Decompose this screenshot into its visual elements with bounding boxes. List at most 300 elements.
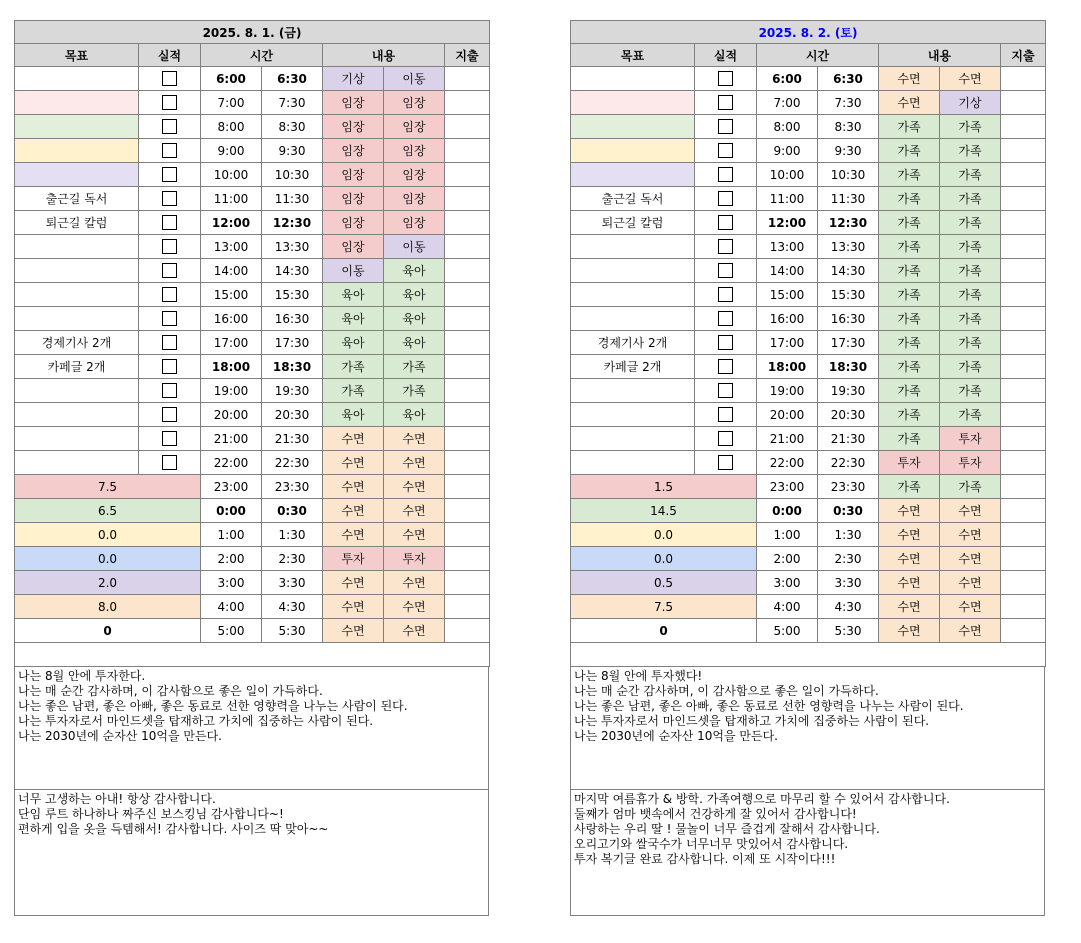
expense-cell[interactable] (445, 523, 490, 547)
content-cell[interactable]: 투자 (323, 547, 384, 571)
content-cell[interactable]: 수면 (384, 451, 445, 475)
content-cell[interactable]: 기상 (940, 91, 1001, 115)
expense-cell[interactable] (1001, 67, 1046, 91)
expense-cell[interactable] (445, 547, 490, 571)
result-checkbox[interactable] (718, 455, 733, 470)
content-cell[interactable]: 가족 (879, 283, 940, 307)
content-cell[interactable]: 가족 (940, 259, 1001, 283)
result-checkbox[interactable] (718, 287, 733, 302)
expense-cell[interactable] (1001, 283, 1046, 307)
schedule-row (15, 235, 490, 259)
content-cell[interactable]: 가족 (940, 163, 1001, 187)
schedule-row (15, 403, 490, 427)
content-cell[interactable]: 가족 (940, 139, 1001, 163)
time-half: 17:30 (818, 331, 879, 355)
time-half: 8:30 (818, 115, 879, 139)
content-cell[interactable]: 가족 (940, 283, 1001, 307)
schedule-row (571, 379, 1046, 403)
time-half: 21:30 (262, 427, 323, 451)
goal-cell[interactable] (15, 163, 139, 187)
result-checkbox[interactable] (718, 167, 733, 182)
expense-cell[interactable] (445, 139, 490, 163)
result-cell (139, 403, 201, 427)
content-cell[interactable]: 가족 (940, 475, 1001, 499)
goal-cell[interactable] (571, 451, 695, 475)
content-cell[interactable]: 육아 (323, 403, 384, 427)
content-cell[interactable]: 가족 (879, 379, 940, 403)
content-cell[interactable]: 수면 (879, 67, 940, 91)
result-checkbox[interactable] (718, 263, 733, 278)
content-cell[interactable]: 가족 (323, 379, 384, 403)
goal-cell[interactable] (571, 163, 695, 187)
content-cell[interactable]: 수면 (940, 571, 1001, 595)
content-cell[interactable]: 수면 (323, 427, 384, 451)
goal-cell[interactable] (571, 259, 695, 283)
content-cell[interactable]: 수면 (384, 499, 445, 523)
content-cell[interactable]: 임장 (384, 115, 445, 139)
header-expense: 지출 (445, 44, 490, 67)
score-cell[interactable]: 0.0 (571, 547, 757, 571)
gratitude-line: 편하게 입을 옷을 득템해서! 감사합니다. 사이즈 딱 맞아~~ (18, 822, 329, 836)
content-cell[interactable]: 수면 (879, 571, 940, 595)
score-cell[interactable]: 7.5 (15, 475, 201, 499)
content-cell[interactable]: 임장 (384, 163, 445, 187)
score-cell[interactable]: 14.5 (571, 499, 757, 523)
score-cell[interactable]: 2.0 (15, 571, 201, 595)
time-half: 20:30 (262, 403, 323, 427)
schedule-row (571, 139, 1046, 163)
time-start: 18:00 (757, 355, 818, 379)
score-cell[interactable]: 0.0 (15, 547, 201, 571)
header-result: 실적 (695, 44, 757, 67)
goal-cell[interactable] (15, 427, 139, 451)
header-content: 내용 (323, 44, 445, 67)
result-cell (139, 307, 201, 331)
goal-cell[interactable] (15, 307, 139, 331)
result-checkbox[interactable] (718, 239, 733, 254)
result-cell (139, 451, 201, 475)
content-cell[interactable]: 가족 (879, 259, 940, 283)
expense-cell[interactable] (445, 283, 490, 307)
content-cell[interactable]: 수면 (384, 427, 445, 451)
goal-cell[interactable] (571, 91, 695, 115)
expense-cell[interactable] (445, 91, 490, 115)
goal-cell[interactable] (571, 283, 695, 307)
content-cell[interactable]: 육아 (323, 283, 384, 307)
content-cell[interactable]: 가족 (879, 163, 940, 187)
affirmations-box[interactable] (14, 667, 489, 790)
result-cell (695, 451, 757, 475)
expense-cell[interactable] (445, 403, 490, 427)
affirmation-line: 나는 2030년에 순자산 10억을 만든다. (574, 729, 778, 743)
content-cell[interactable]: 가족 (940, 235, 1001, 259)
content-cell[interactable]: 육아 (323, 307, 384, 331)
expense-cell[interactable] (1001, 235, 1046, 259)
content-cell[interactable]: 가족 (879, 235, 940, 259)
result-checkbox[interactable] (162, 383, 177, 398)
content-cell[interactable]: 임장 (323, 115, 384, 139)
content-cell[interactable]: 가족 (879, 355, 940, 379)
score-cell[interactable]: 8.0 (15, 595, 201, 619)
affirmation-line: 나는 8월 안에 투자한다. (18, 669, 146, 683)
time-half: 7:30 (262, 91, 323, 115)
goal-cell[interactable]: 출근길 독서 (571, 187, 695, 211)
content-cell[interactable]: 수면 (879, 523, 940, 547)
content-cell[interactable]: 육아 (323, 331, 384, 355)
goal-cell[interactable] (15, 379, 139, 403)
content-cell[interactable]: 이동 (323, 259, 384, 283)
result-checkbox[interactable] (162, 71, 177, 86)
content-cell[interactable]: 가족 (940, 331, 1001, 355)
result-checkbox[interactable] (718, 215, 733, 230)
content-cell[interactable]: 이동 (384, 67, 445, 91)
content-cell[interactable]: 수면 (940, 595, 1001, 619)
time-start: 3:00 (201, 571, 262, 595)
goal-cell[interactable] (15, 283, 139, 307)
content-cell[interactable]: 수면 (384, 475, 445, 499)
expense-cell[interactable] (1001, 499, 1046, 523)
time-half: 9:30 (262, 139, 323, 163)
content-cell[interactable]: 수면 (323, 523, 384, 547)
content-cell[interactable]: 가족 (879, 187, 940, 211)
expense-cell[interactable] (1001, 619, 1046, 643)
content-cell[interactable]: 임장 (384, 211, 445, 235)
expense-cell[interactable] (445, 379, 490, 403)
result-checkbox[interactable] (718, 71, 733, 86)
content-cell[interactable]: 수면 (879, 595, 940, 619)
time-start: 13:00 (201, 235, 262, 259)
goal-cell[interactable] (571, 379, 695, 403)
header-time: 시간 (757, 44, 879, 67)
result-checkbox[interactable] (162, 431, 177, 446)
expense-cell[interactable] (445, 115, 490, 139)
score-cell[interactable]: 7.5 (571, 595, 757, 619)
content-cell[interactable]: 수면 (323, 571, 384, 595)
schedule-row (571, 163, 1046, 187)
affirmation-line: 나는 투자자로서 마인드셋을 탑재하고 가치에 집중하는 사람이 된다. (574, 714, 930, 728)
expense-cell[interactable] (445, 211, 490, 235)
result-checkbox[interactable] (718, 119, 733, 134)
result-checkbox[interactable] (162, 263, 177, 278)
result-checkbox[interactable] (718, 431, 733, 446)
content-cell[interactable]: 투자 (384, 547, 445, 571)
expense-cell[interactable] (445, 67, 490, 91)
content-cell[interactable]: 수면 (323, 595, 384, 619)
content-cell[interactable]: 임장 (384, 139, 445, 163)
gratitude-box[interactable] (14, 790, 489, 916)
content-cell[interactable]: 가족 (879, 403, 940, 427)
expense-cell[interactable] (445, 619, 490, 643)
content-cell[interactable]: 수면 (940, 547, 1001, 571)
goal-cell[interactable] (15, 139, 139, 163)
content-cell[interactable]: 수면 (384, 523, 445, 547)
content-cell[interactable]: 기상 (323, 67, 384, 91)
goal-cell[interactable]: 카페글 2개 (571, 355, 695, 379)
score-cell[interactable]: 0.0 (571, 523, 757, 547)
content-cell[interactable]: 육아 (384, 283, 445, 307)
schedule-row (15, 475, 490, 499)
time-half: 20:30 (818, 403, 879, 427)
result-checkbox[interactable] (718, 311, 733, 326)
content-cell[interactable]: 임장 (323, 139, 384, 163)
expense-cell[interactable] (1001, 451, 1046, 475)
result-checkbox[interactable] (162, 215, 177, 230)
goal-cell[interactable] (15, 403, 139, 427)
goal-cell[interactable]: 출근길 독서 (15, 187, 139, 211)
expense-cell[interactable] (1001, 379, 1046, 403)
expense-cell[interactable] (445, 355, 490, 379)
content-cell[interactable]: 가족 (384, 355, 445, 379)
content-cell[interactable]: 가족 (384, 379, 445, 403)
expense-cell[interactable] (445, 571, 490, 595)
content-cell[interactable]: 임장 (323, 235, 384, 259)
content-cell[interactable]: 수면 (323, 499, 384, 523)
time-half: 17:30 (262, 331, 323, 355)
time-start: 9:00 (757, 139, 818, 163)
content-cell[interactable]: 투자 (940, 451, 1001, 475)
result-checkbox[interactable] (162, 455, 177, 470)
expense-cell[interactable] (1001, 91, 1046, 115)
goal-cell[interactable] (15, 259, 139, 283)
content-cell[interactable]: 임장 (323, 91, 384, 115)
expense-cell[interactable] (445, 427, 490, 451)
schedule-row (15, 571, 490, 595)
score-cell[interactable]: 0.5 (571, 571, 757, 595)
result-checkbox[interactable] (162, 143, 177, 158)
planner-body (571, 21, 1046, 667)
result-checkbox[interactable] (162, 407, 177, 422)
time-half: 3:30 (818, 571, 879, 595)
goal-cell[interactable] (15, 115, 139, 139)
content-cell[interactable]: 수면 (879, 547, 940, 571)
daily-planner-sheet (14, 20, 489, 916)
result-checkbox[interactable] (162, 191, 177, 206)
content-cell[interactable]: 임장 (323, 187, 384, 211)
content-cell[interactable]: 가족 (879, 331, 940, 355)
result-checkbox[interactable] (162, 119, 177, 134)
result-checkbox[interactable] (718, 359, 733, 374)
time-half: 15:30 (262, 283, 323, 307)
content-cell[interactable]: 투자 (879, 451, 940, 475)
expense-cell[interactable] (1001, 403, 1046, 427)
result-cell (695, 67, 757, 91)
expense-cell[interactable] (1001, 307, 1046, 331)
expense-cell[interactable] (445, 307, 490, 331)
expense-cell[interactable] (1001, 115, 1046, 139)
content-cell[interactable]: 가족 (940, 307, 1001, 331)
expense-cell[interactable] (1001, 211, 1046, 235)
goal-cell[interactable] (571, 115, 695, 139)
content-cell[interactable]: 투자 (940, 427, 1001, 451)
goal-cell[interactable] (571, 427, 695, 451)
gratitude-box[interactable] (570, 790, 1045, 916)
content-cell[interactable]: 임장 (384, 91, 445, 115)
goal-cell[interactable]: 퇴근길 칼럼 (571, 211, 695, 235)
content-cell[interactable]: 가족 (940, 187, 1001, 211)
result-checkbox[interactable] (718, 95, 733, 110)
expense-cell[interactable] (1001, 427, 1046, 451)
content-cell[interactable]: 수면 (879, 91, 940, 115)
content-cell[interactable]: 가족 (879, 211, 940, 235)
result-cell (139, 115, 201, 139)
time-half: 16:30 (262, 307, 323, 331)
expense-cell[interactable] (445, 163, 490, 187)
goal-cell[interactable]: 경제기사 2개 (571, 331, 695, 355)
content-cell[interactable]: 가족 (940, 379, 1001, 403)
content-cell[interactable]: 가족 (940, 355, 1001, 379)
header-goal: 목표 (571, 44, 695, 67)
result-checkbox[interactable] (162, 335, 177, 350)
content-cell[interactable]: 가족 (879, 427, 940, 451)
content-cell[interactable]: 육아 (384, 259, 445, 283)
goal-cell[interactable]: 경제기사 2개 (15, 331, 139, 355)
time-half: 4:30 (818, 595, 879, 619)
date-row (15, 21, 490, 44)
time-start: 14:00 (201, 259, 262, 283)
score-cell[interactable]: 1.5 (571, 475, 757, 499)
schedule-row (571, 259, 1046, 283)
time-start: 23:00 (757, 475, 818, 499)
content-cell[interactable]: 육아 (384, 403, 445, 427)
score-cell[interactable]: 0 (571, 619, 757, 643)
content-cell[interactable]: 육아 (384, 331, 445, 355)
result-checkbox[interactable] (162, 359, 177, 374)
expense-cell[interactable] (1001, 475, 1046, 499)
result-cell (139, 355, 201, 379)
goal-cell[interactable]: 퇴근길 칼럼 (15, 211, 139, 235)
content-cell[interactable]: 임장 (323, 163, 384, 187)
goal-cell[interactable] (571, 67, 695, 91)
affirmation-line: 나는 매 순간 감사하며, 이 감사함으로 좋은 일이 가득하다. (574, 684, 879, 698)
content-cell[interactable]: 수면 (940, 499, 1001, 523)
expense-cell[interactable] (445, 475, 490, 499)
time-start: 23:00 (201, 475, 262, 499)
time-half: 0:30 (818, 499, 879, 523)
result-cell (139, 187, 201, 211)
affirmations-box[interactable] (570, 667, 1045, 790)
content-cell[interactable]: 수면 (384, 619, 445, 643)
result-cell (139, 235, 201, 259)
schedule-row (571, 523, 1046, 547)
expense-cell[interactable] (445, 451, 490, 475)
expense-cell[interactable] (1001, 259, 1046, 283)
result-checkbox[interactable] (718, 407, 733, 422)
content-cell[interactable]: 수면 (323, 451, 384, 475)
schedule-row (15, 355, 490, 379)
time-start: 16:00 (201, 307, 262, 331)
time-start: 14:00 (757, 259, 818, 283)
time-start: 0:00 (201, 499, 262, 523)
time-start: 15:00 (757, 283, 818, 307)
expense-cell[interactable] (445, 259, 490, 283)
content-cell[interactable]: 임장 (323, 211, 384, 235)
score-cell[interactable]: 6.5 (15, 499, 201, 523)
result-checkbox[interactable] (162, 239, 177, 254)
time-start: 6:00 (201, 67, 262, 91)
content-cell[interactable]: 수면 (879, 619, 940, 643)
expense-cell[interactable] (445, 235, 490, 259)
time-half: 11:30 (262, 187, 323, 211)
goal-cell[interactable] (15, 91, 139, 115)
expense-cell[interactable] (1001, 163, 1046, 187)
goal-cell[interactable] (15, 235, 139, 259)
content-cell[interactable]: 수면 (879, 499, 940, 523)
expense-cell[interactable] (1001, 523, 1046, 547)
content-cell[interactable]: 가족 (879, 475, 940, 499)
expense-cell[interactable] (445, 187, 490, 211)
schedule-row (571, 571, 1046, 595)
content-cell[interactable]: 임장 (384, 187, 445, 211)
content-cell[interactable]: 수면 (940, 67, 1001, 91)
expense-cell[interactable] (1001, 139, 1046, 163)
schedule-row (15, 283, 490, 307)
content-cell[interactable]: 이동 (384, 235, 445, 259)
content-cell[interactable]: 가족 (940, 115, 1001, 139)
goal-cell[interactable] (15, 451, 139, 475)
result-checkbox[interactable] (162, 167, 177, 182)
result-checkbox[interactable] (718, 383, 733, 398)
content-cell[interactable]: 수면 (940, 619, 1001, 643)
expense-cell[interactable] (1001, 331, 1046, 355)
result-checkbox[interactable] (718, 191, 733, 206)
expense-cell[interactable] (1001, 547, 1046, 571)
expense-cell[interactable] (445, 595, 490, 619)
goal-cell[interactable] (571, 403, 695, 427)
expense-cell[interactable] (1001, 595, 1046, 619)
content-cell[interactable]: 수면 (384, 571, 445, 595)
result-cell (139, 379, 201, 403)
content-cell[interactable]: 수면 (384, 595, 445, 619)
expense-cell[interactable] (445, 331, 490, 355)
goal-cell[interactable] (571, 235, 695, 259)
result-checkbox[interactable] (718, 143, 733, 158)
time-start: 22:00 (201, 451, 262, 475)
schedule-row (571, 91, 1046, 115)
result-cell (139, 67, 201, 91)
goal-cell[interactable] (15, 67, 139, 91)
goal-cell[interactable] (571, 307, 695, 331)
content-cell[interactable]: 가족 (940, 211, 1001, 235)
expense-cell[interactable] (1001, 571, 1046, 595)
schedule-row (571, 451, 1046, 475)
time-half: 5:30 (262, 619, 323, 643)
result-checkbox[interactable] (162, 287, 177, 302)
content-cell[interactable]: 가족 (879, 307, 940, 331)
content-cell[interactable]: 수면 (940, 523, 1001, 547)
schedule-row (15, 91, 490, 115)
content-cell[interactable]: 수면 (323, 619, 384, 643)
expense-cell[interactable] (1001, 187, 1046, 211)
content-cell[interactable]: 가족 (940, 403, 1001, 427)
time-half: 12:30 (262, 211, 323, 235)
score-cell[interactable]: 0 (15, 619, 201, 643)
content-cell[interactable]: 육아 (384, 307, 445, 331)
goal-cell[interactable]: 카페글 2개 (15, 355, 139, 379)
expense-cell[interactable] (1001, 355, 1046, 379)
content-cell[interactable]: 수면 (323, 475, 384, 499)
header-time: 시간 (201, 44, 323, 67)
content-cell[interactable]: 가족 (323, 355, 384, 379)
result-checkbox[interactable] (718, 335, 733, 350)
content-cell[interactable]: 가족 (879, 139, 940, 163)
result-checkbox[interactable] (162, 311, 177, 326)
goal-cell[interactable] (571, 139, 695, 163)
result-checkbox[interactable] (162, 95, 177, 110)
expense-cell[interactable] (445, 499, 490, 523)
affirmation-line: 나는 매 순간 감사하며, 이 감사함으로 좋은 일이 가득하다. (18, 684, 323, 698)
content-cell[interactable]: 가족 (879, 115, 940, 139)
score-cell[interactable]: 0.0 (15, 523, 201, 547)
